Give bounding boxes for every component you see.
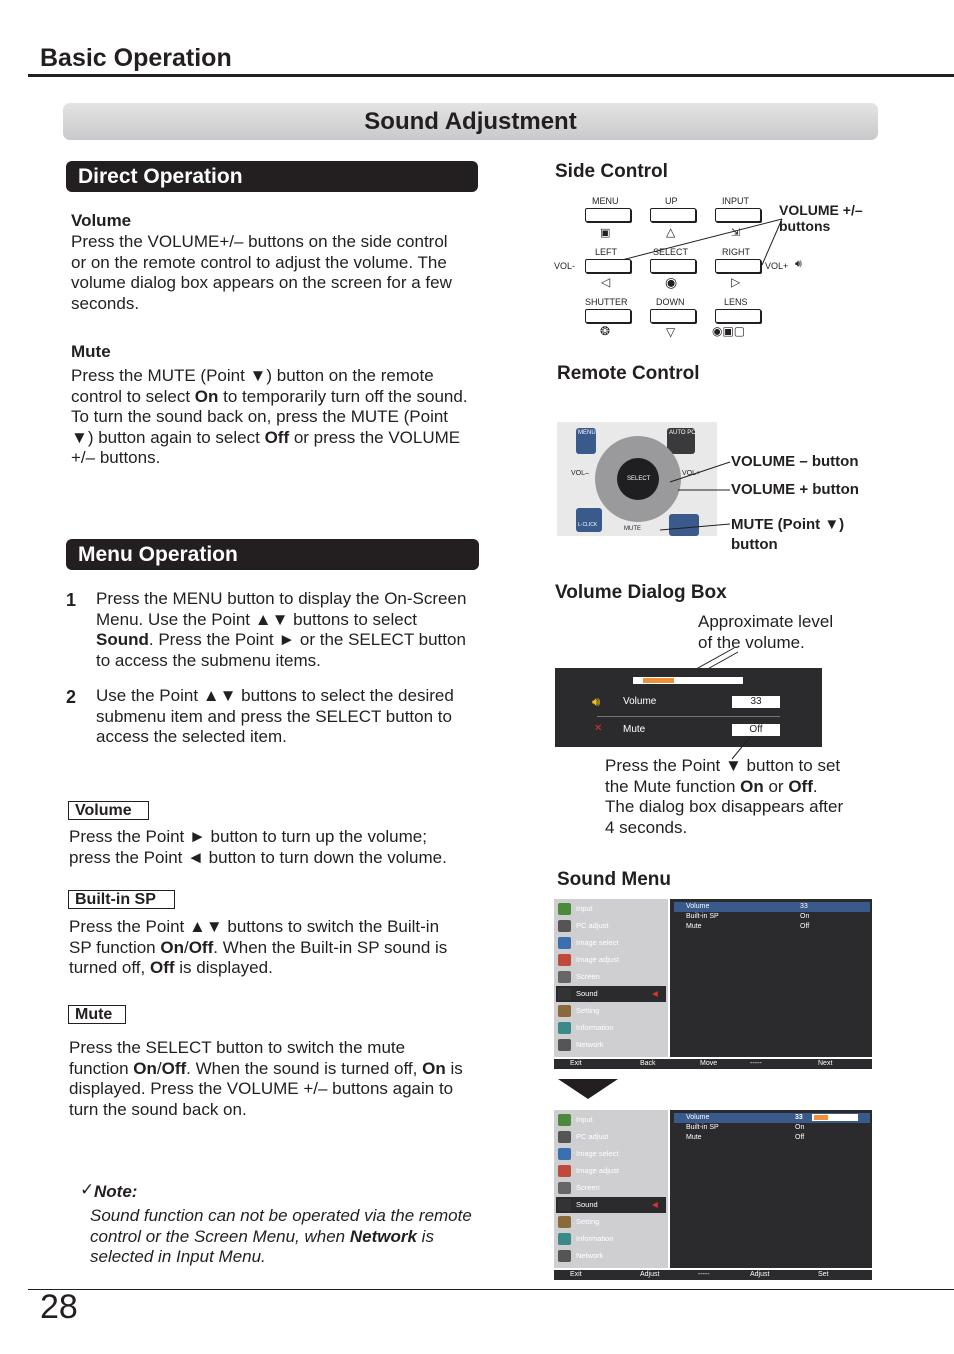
direct-operation-heading: Direct Operation (66, 161, 478, 192)
volume-dialog-heading: Volume Dialog Box (555, 582, 727, 603)
triangle-up-icon: △ (666, 225, 676, 239)
menu-item-label: PC adjust (576, 921, 609, 930)
menu-operation-heading: Menu Operation (66, 539, 479, 570)
header-rule (28, 74, 954, 77)
menu-item-label: Input (576, 1115, 593, 1124)
menu-item-label: Screen (576, 1183, 600, 1192)
side-control-heading: Side Control (555, 161, 668, 182)
left-label: LEFT (595, 247, 618, 257)
input-button[interactable] (715, 208, 761, 222)
menu-item-icon (558, 903, 571, 915)
menu-item[interactable] (556, 1129, 666, 1145)
menu-item[interactable] (556, 901, 666, 917)
volume-minus-callout: VOLUME – button (731, 453, 859, 470)
menu-item[interactable] (556, 1020, 666, 1036)
sound-menu-screen-1: Input PC adjust Image select Image adjust Screen Sound ◀ Setting Information Network Volume 33 Built-in SP On Mute Off Exit Back Move ----- Next (554, 899, 874, 1069)
menu-item[interactable] (556, 1231, 666, 1247)
menu-item[interactable] (556, 935, 666, 951)
menu-icon: ▣ (600, 227, 611, 239)
menu-status-bar: Exit Back Move ----- Next (554, 1059, 872, 1069)
select-circle-icon: ◉ (665, 274, 678, 290)
vol-minus-label: VOL- (554, 261, 576, 271)
speaker-icon: 🔊︎ (592, 694, 601, 709)
down-label: DOWN (656, 297, 685, 307)
menu-item-icon (558, 1148, 571, 1160)
menu-item-icon (558, 920, 571, 932)
select-label: SELECT (653, 247, 689, 257)
mute-label-box: Mute (68, 1005, 126, 1024)
menu-item-icon (558, 1199, 571, 1211)
menu-item-icon (558, 1005, 571, 1017)
dialog-mute-value: Off (732, 724, 780, 736)
menu-item[interactable] (556, 969, 666, 985)
builtin-sp-text: Press the Point ▲▼ buttons to switch the Built-in SP function On/Off. When the Built-in SP sound is turned off, Off is displayed. (69, 917, 448, 978)
menu-item-label: Image adjust (576, 1166, 619, 1175)
menu-item-icon (558, 1039, 571, 1051)
mute-speaker-icon: ✕ (594, 723, 603, 734)
menu-item-icon (558, 1182, 571, 1194)
menu-item[interactable] (556, 1214, 666, 1230)
triangle-left-icon: ◁ (601, 275, 611, 289)
down-button[interactable] (650, 309, 696, 323)
menu-item[interactable] (556, 1163, 666, 1179)
vol-minus-left-button[interactable] (585, 259, 631, 273)
mute-key[interactable]: MUTE (624, 526, 641, 532)
vol-minus-key[interactable]: VOL– (571, 470, 589, 477)
menu-item[interactable] (556, 1146, 666, 1162)
menu-item-icon (558, 954, 571, 966)
step-2-text: Use the Point ▲▼ buttons to select the desired submenu item and press the SELECT button to access the selected item. (96, 686, 454, 747)
volume-label-box: Volume (68, 801, 149, 820)
volume-buttons-callout: VOLUME +/– buttons (779, 202, 863, 234)
speaker-icon: 🔊︎ (795, 258, 802, 270)
menu-item-label: Setting (576, 1006, 600, 1015)
menu-item-label: PC adjust (576, 1132, 609, 1141)
step-1-text: Press the MENU button to display the On-Screen Menu. Use the Point ▲▼ buttons to select Sound. Press the Point ► or the SELECT button to access the submenu items. (96, 589, 467, 670)
sound-menu-screen-2: Input PC adjust Image select Image adjust Screen Sound ◀ Setting Information Network Volume 33 Built-in SP On Mute Off Exit Adjust ----- Adjust Set (554, 1110, 874, 1280)
shutter-label: SHUTTER (585, 297, 628, 307)
mute-menu-text: Press the SELECT button to switch the mute function On/Off. When the sound is turned off, On is displayed. Press the VOLUME +/– buttons again to turn the sound back on. (69, 1038, 463, 1119)
step-number: 1 (66, 590, 77, 610)
volume-paragraph: Press the VOLUME+/– buttons on the side control or on the remote control to adjust the volume. The volume dialog box appears on the screen for a few seconds. (71, 232, 452, 313)
volume-dialog-box (555, 668, 822, 747)
level-bar-fill (814, 1115, 828, 1120)
remote-control-heading: Remote Control (557, 363, 700, 384)
lens-button[interactable] (715, 309, 761, 323)
menu-button[interactable] (585, 208, 631, 222)
menu-item[interactable] (556, 952, 666, 968)
volume-plus-callout: VOLUME + button (731, 481, 859, 498)
remote-callout-lines (660, 440, 732, 550)
volume-title: Volume (71, 211, 132, 230)
approx-level-note: Approximate level of the volume. (698, 612, 834, 652)
builtin-sp-label-box: Built-in SP (68, 890, 175, 909)
vol-plus-right-button[interactable] (715, 259, 761, 273)
section-title: Basic Operation (40, 44, 232, 72)
shutter-button[interactable] (585, 309, 631, 323)
menu-item[interactable] (556, 918, 666, 934)
menu-item-label: Image select (576, 1149, 619, 1158)
menu-item-icon (558, 1250, 571, 1262)
dialog-volume-value: 33 (732, 696, 780, 708)
menu-label: MENU (592, 196, 619, 206)
menu-item-label: Sound (576, 989, 598, 998)
arrow-down-icon (558, 1079, 618, 1099)
menu-item-label: Setting (576, 1217, 600, 1226)
menu-item-label: Information (576, 1234, 614, 1243)
menu-item[interactable] (556, 1248, 666, 1264)
menu-item-label: Image select (576, 938, 619, 947)
menu-item-icon (558, 1165, 571, 1177)
menu-item-icon (558, 1114, 571, 1126)
level-bar-fill (643, 678, 674, 683)
lens-label: LENS (724, 297, 748, 307)
menu-item-label: Network (576, 1251, 604, 1260)
dialog-volume-label: Volume (623, 696, 657, 707)
volume-menu-text: Press the Point ► button to turn up the volume; press the Point ◄ button to turn down the volume. (69, 827, 447, 867)
menu-item-icon (558, 1216, 571, 1228)
menu-item-label: Information (576, 1023, 614, 1032)
input-label: INPUT (722, 196, 749, 206)
selected-pointer-icon: ◀ (652, 989, 658, 998)
remote-control-image: MENU AUTO PC SELECT VOL– VOL+ L-CLICK MUTE (557, 422, 717, 536)
menu-item-label: Sound (576, 1200, 598, 1209)
vol-plus-key[interactable]: VOL+ (682, 470, 701, 477)
shutter-icon: ❂ (600, 324, 611, 338)
triangle-right-icon: ▷ (731, 275, 741, 289)
menu-item-label: Input (576, 904, 593, 913)
selected-pointer-icon: ◀ (652, 1200, 658, 1209)
lens-icons: ◉▣▢ (712, 324, 746, 338)
menu-item[interactable] (556, 1197, 666, 1213)
page-number: 28 (40, 1288, 78, 1326)
up-button[interactable] (650, 208, 696, 222)
menu-item[interactable] (556, 1003, 666, 1019)
menu-item[interactable] (556, 986, 666, 1002)
page-title-banner: Sound Adjustment (63, 103, 878, 140)
menu-item-icon (558, 1233, 571, 1245)
footer-rule (28, 1289, 954, 1290)
menu-item-icon (558, 988, 571, 1000)
mute-dialog-instructions: Press the Point ▼ button to set the Mute function On or Off. The dialog box disappears after 4 seconds. (605, 756, 844, 837)
mute-callout: MUTE (Point ▼) button (731, 516, 845, 553)
menu-item-label: Network (576, 1040, 604, 1049)
menu-item-icon (558, 937, 571, 949)
dialog-mute-label: Mute (623, 724, 646, 735)
triangle-down-icon: ▽ (666, 325, 676, 339)
step-number: 2 (66, 687, 77, 707)
input-icon: ⇲ (731, 227, 741, 239)
note-text: Sound function can not be operated via the remote control or the Screen Menu, when Network is selected in Input Menu. (90, 1206, 472, 1267)
menu-item-icon (558, 971, 571, 983)
menu-item-label: Image adjust (576, 955, 619, 964)
l-click-key[interactable] (576, 508, 602, 532)
vol-plus-label: VOL+ (765, 261, 789, 271)
mute-paragraph: Press the MUTE (Point ▼) button on the remote control to select On to temporarily turn off the sound. To turn the sound back on, press the MUTE (Point ▼) button again to select Off or press the VOLUME +/– buttons. (71, 366, 468, 468)
sound-menu-heading: Sound Menu (557, 869, 671, 890)
menu-item[interactable] (556, 1180, 666, 1196)
note-title: Note: (94, 1182, 138, 1201)
menu-item-icon (558, 1131, 571, 1143)
checkmark-icon: ✓ (80, 1180, 95, 1199)
menu-item-icon (558, 1022, 571, 1034)
menu-item[interactable] (556, 1037, 666, 1053)
mute-title: Mute (71, 342, 111, 361)
menu-status-bar: Exit Adjust ----- Adjust Set (554, 1270, 872, 1280)
up-label: UP (665, 196, 678, 206)
menu-item-label: Screen (576, 972, 600, 981)
right-label: RIGHT (722, 247, 750, 257)
select-button[interactable] (650, 259, 696, 273)
menu-item[interactable] (556, 1112, 666, 1128)
